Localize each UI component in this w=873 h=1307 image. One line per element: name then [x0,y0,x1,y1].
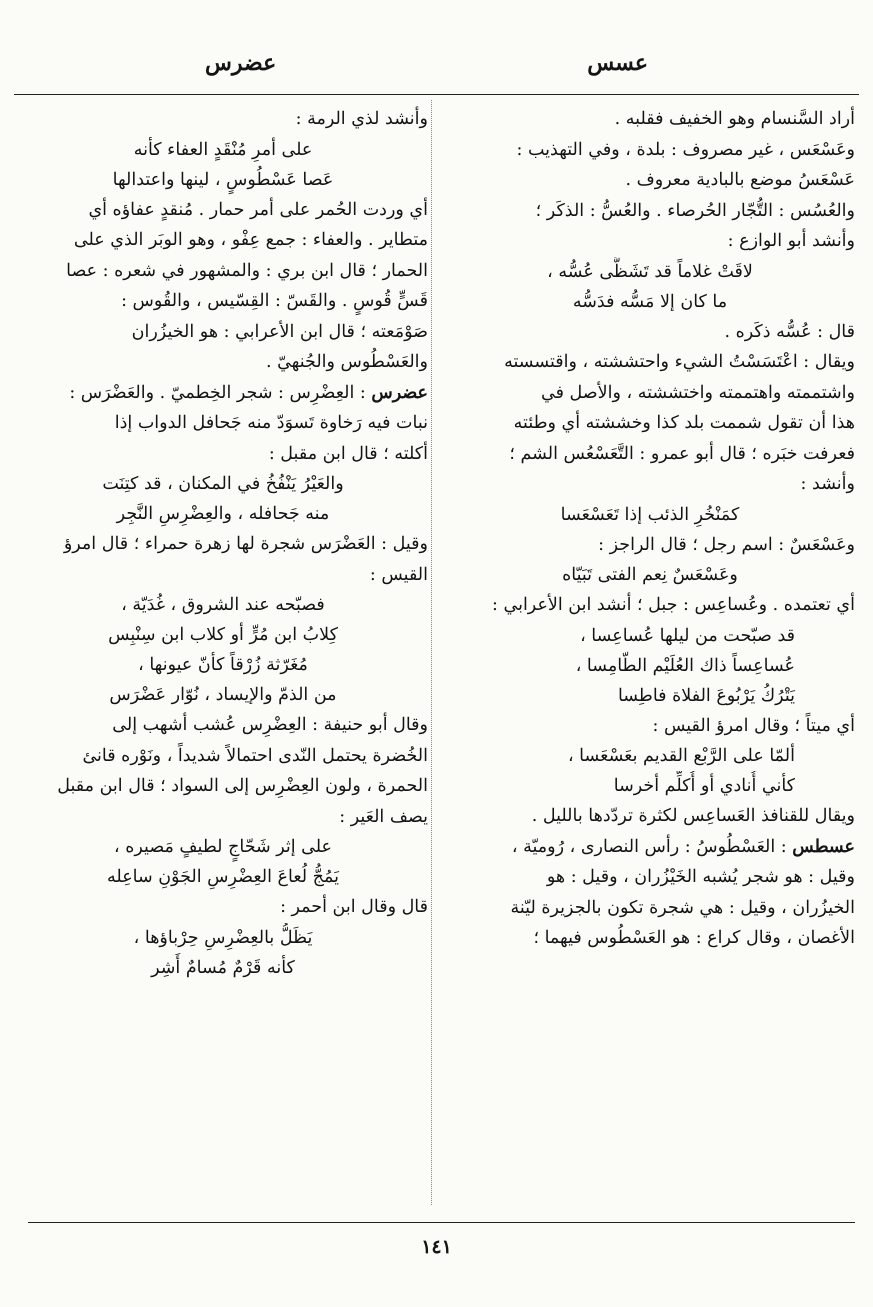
verse-line: وعَسْعَسٌ نِعم الفتى تَبَيّاه [562,565,738,585]
text-line: الخيزُران ، وقيل : هي شجرة تكون بالجزيرة ليّنة [510,897,855,918]
text-line: أي تعتمده . وعُساعِس : جبل ؛ أنشد ابن الأعرابي : [492,595,855,615]
text-line: صَوْمَعته ؛ قال ابن الأعرابي : هو الخيزُران [131,321,428,342]
column-divider [431,100,432,1205]
page-number: ١٤١ [421,1236,452,1258]
verse-line: منه جَحافله ، والعِضْرِسِ النَّجِر [116,504,330,524]
text-line: والعَسْطُوس والجُنهيّ . [265,352,428,372]
verse-line: ما كان إلا مَسُّه فدَسُّه [572,291,728,312]
text-line: وأنشد : [800,474,855,494]
header-root-left: عضرس [205,50,277,76]
text-line: أراد السَّنسام وهو الخفيف فقلبه . [614,109,855,129]
text-line: يصف العَير : [339,806,428,827]
left-column [18,104,428,1214]
header-root-right: عسس [587,50,648,76]
verse-line: يَمُجُّ لُعاعَ العِضْرِسِ الجَوْنِ ساعِله [107,867,339,887]
text-line: القيس : [369,564,428,585]
verse-line: فصبّحه عند الشروق ، غُدَيّة ، [121,595,325,615]
text-line: وعَسْعَس ، غير مصروف : بلدة ، وفي التهذيب : [516,139,855,160]
verse-line: كأنه قَرْمٌ مُسامٌ أَشِر [151,957,295,978]
verse-line: كِلابُ ابن مُرٍّ أو كلاب ابن سِنْبِس [108,625,338,645]
text-line: واشتممته واهتممته واختششته ، والأصل في [541,382,855,403]
verse-line: ألمّا على الرَّبْع القديم بعَسْعَسا ، [567,746,795,766]
verse-line: عَصا عَسْطُوسٍ ، لينها واعتدالها [112,169,334,190]
verse-line: يَظَلُّ بالعِضْرِسِ حِرْباؤها ، [133,927,313,948]
text-line: أي وردت الحُمر على أمر حمار . مُنقدٍ عفاؤه أي [88,199,428,220]
text-line: وأنشد أبو الوازع : [727,231,855,251]
entry-headword: عسطس [792,836,855,857]
verse-line: لاقَتْ غلاماً قد تَشَظَّى عُسُّه ، [547,261,753,282]
page-header [0,50,873,90]
text-line: قَسٍّ قُوسٍ . والقَسّ : القِسّيس ، والقُوس : [121,291,428,311]
top-rule [14,94,859,95]
text-line: أكلته ؛ قال ابن مقبل : [268,443,428,464]
text-line: قال وقال ابن أحمر : [280,897,428,917]
entry-headword: عضرس [371,382,428,403]
verse-line: قد صبّحت من ليلها عُساعِسا ، [580,625,795,646]
text-line: وقال أبو حنيفة : العِضْرِس عُشب أشهب إلى [112,715,428,735]
text-line: الأغصان ، وقال كراع : هو العَسْطُوس فيهما ؛ [533,928,855,948]
verse-line: والعَيْرُ يَنْفُخُ في المكنان ، قد كتِنَت [102,474,344,494]
text-line: وقيل : هو شجر يُشبه الخَيْزُران ، وقيل : هو [546,867,855,887]
text-line: متطاير . والعفاء : جمع عِفْو ، وهو الوبَر الذي على [73,230,428,250]
text-line: أي ميتاً ؛ وقال امرؤ القيس : [652,715,855,736]
text-line: ويقال : اعْتَسَسْتُ الشيء واحتششته ، واقتسسته [504,352,855,372]
verse-line: مُغَرّثة زُرْقاً كأنّ عيونها ، [138,655,308,675]
text-line: هذا أن تقول شممت بلد كذا وخششته أي وطئته [513,413,855,433]
verse-line: عُساعِساً ذاك العُلَيْم الطّامِسا ، [575,655,795,676]
text-line: وقيل : العَضْرَس شجرة لها زهرة حمراء ؛ قال امرؤ [63,534,428,554]
entry-line: عسطس : العَسْطُوسُ : رأس النصارى ، رُوميّة ، [511,836,855,857]
text-line: عَسْعَسُ موضع بالبادية معروف . [625,170,855,190]
text-line: الحمار ؛ قال ابن بري : والمشهور في شعره : عصا [66,260,428,281]
bottom-rule [28,1222,855,1223]
right-column [445,104,855,1214]
verse-line: من الذمّ والإيساد ، نُوّار عَضْرَس [109,685,337,705]
text-line: فعرفت خبَره ؛ قال أبو عمرو : التَّعَسْعُس الشم ؛ [509,443,855,464]
entry-line: عضرس : العِضْرِس : شجر الخِطميّ . والعَضْرَس : [69,382,428,403]
text-line: وأنشد لذي الرمة : [295,109,428,129]
verse-line: على أمرِ مُنْقَدٍ العفاء كأنه [133,139,313,160]
text-line: الخُضرة يحتمل النّدى احتمالاً شديداً ، ونَوْره قانئ [82,745,428,766]
verse-line: على إثر شَحّاجٍ لطيفٍ مَصيره ، [114,837,332,857]
text-line: الحمرة ، ولون العِضْرِس إلى السواد ؛ قال ابن مقبل [57,776,428,796]
text-line: نبات فيه رَخاوة تَسوَدّ منه جَحافل الدواب إذا [114,413,428,433]
text-line: ويقال للقنافذ العَساعِس لكثرة تردّدها بالليل . [531,806,855,826]
text-line: والعُسُس : التُّجّار الحُرصاء . والعُسُّ : الذكَر ؛ [535,200,855,221]
verse-line: كمَنْخُرِ الذئب إذا تَعَسْعَسا [560,504,740,525]
verse-line: يَتْرُكُ يَرْبُوعَ الفلاة فاطِسا [617,685,795,706]
verse-line: كأني أُنادي أو أُكلِّم أخرسا [613,776,795,796]
text-line: قال : عُسُّه ذكَره . [724,321,855,342]
text-line: وعَسْعَسٌ : اسم رجل ؛ قال الراجز : [598,534,855,555]
